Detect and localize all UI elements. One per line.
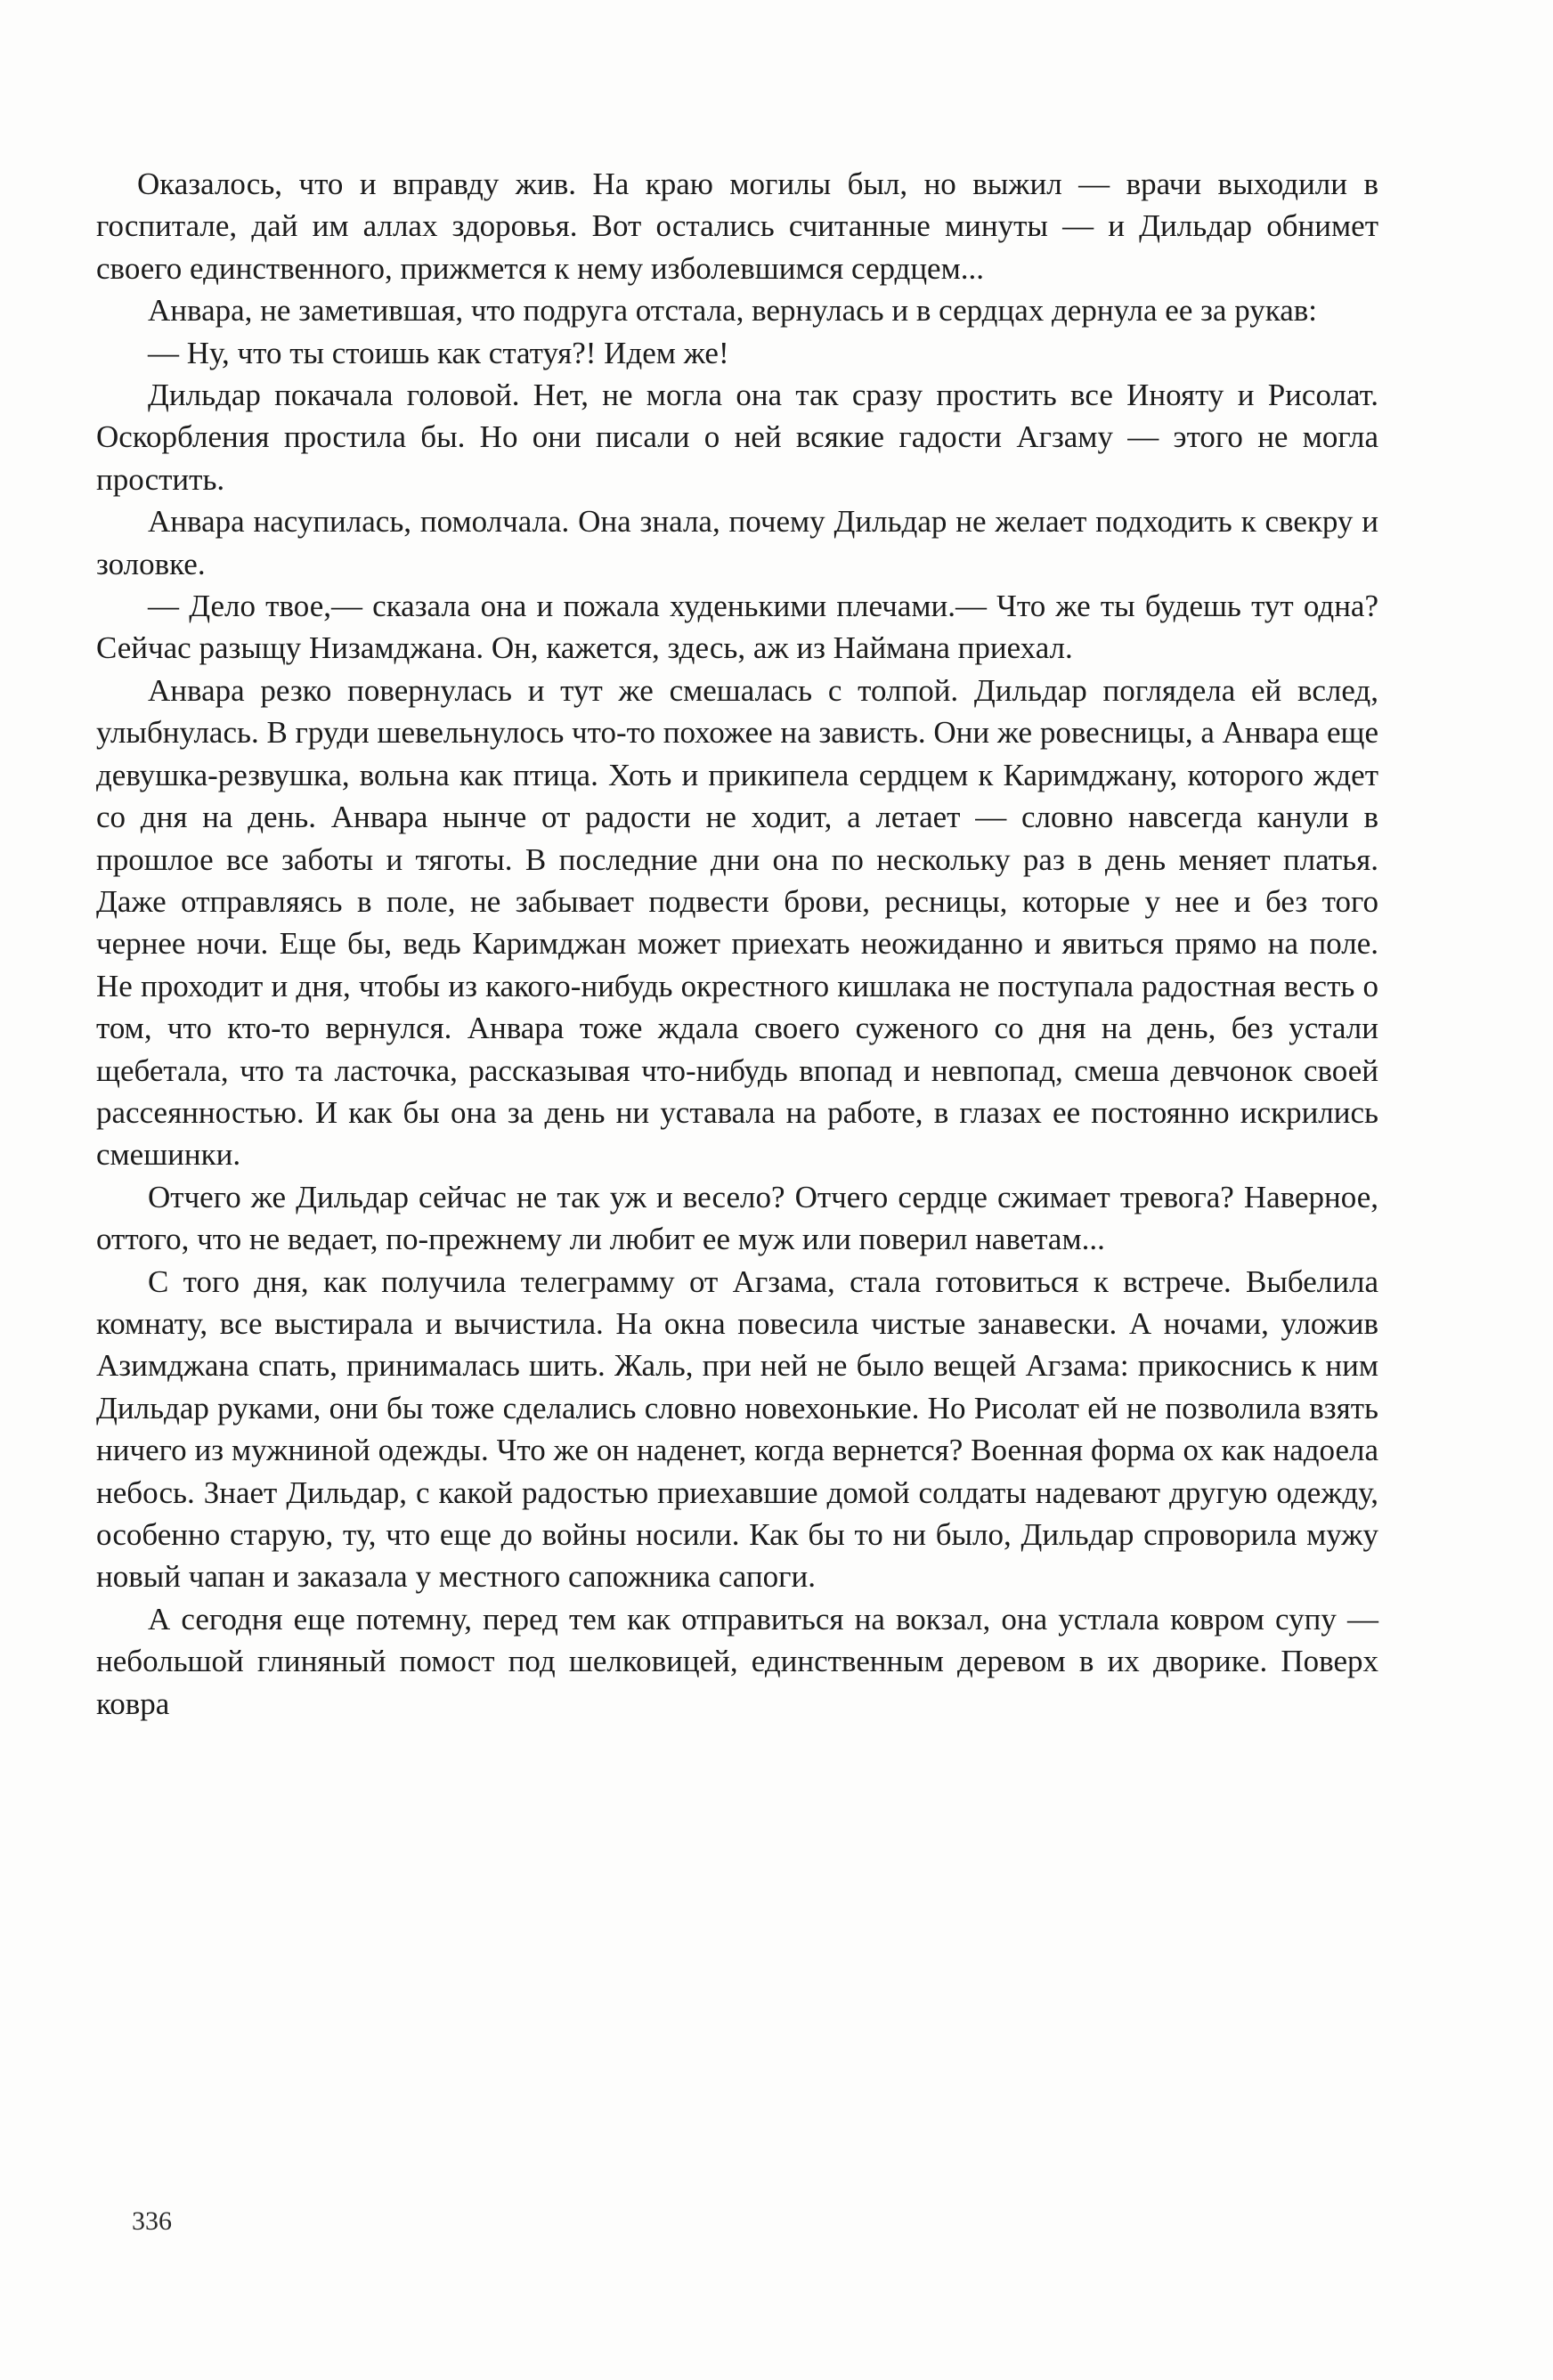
paragraph-2: Анвара, не заметившая, что подруга отстала, вернулась и в сердцах дернула ее за рукав: <box>148 293 1318 329</box>
paragraph-9: С того дня, как получила телеграмму от Агзама, стала готовиться к встрече. Выбелила комнату, все выстирала и вычистила. На окна повесила чистые занавески. А ночами, уложив Азимджана спать, принималась шить. Жаль, при ней не было вещей Агзама: прикоснись к ним Дильдар руками, они бы тоже сделались словно новехонькие. Но Рисолат ей не позволила взять ничего из мужниной одежды. Что же он наденет, когда вернется? Военная форма ох как надоела небось. Знает Дильдар, с какой радостью приехавшие домой солдаты надевают другую одежду, особенно старую, ту, что еще до войны носили. Как бы то ни было, Дильдар спроворила мужу новый чапан и заказала у местного сапожника сапоги. <box>96 1263 1378 1595</box>
paragraph-5: Анвара насупилась, помолчала. Она знала, почему Дильдар не желает подходить к свекру и золовке. <box>96 504 1378 581</box>
paragraph-4: Дильдар покачала головой. Нет, не могла она так сразу простить все Инояту и Рисолат. Оскорбления простила бы. Но они писали о ней всякие гадости Агзаму — этого не могла простить. <box>96 378 1378 497</box>
paragraph-7: Анвара резко повернулась и тут же смешалась с толпой. Дильдар поглядела ей вслед, улыбнулась. В груди шевельнулось что-то похожее на зависть. Они же ровесницы, а Анвара еще девушка-резвушка, вольна как птица. Хоть и прикипела сердцем к Каримджану, которого ждет со дня на день. Анвара нынче от радости не ходит, а летает — словно навсегда канули в прошлое все заботы и тяготы. В последние дни она по нескольку раз в день меняет платья. Даже отправляясь в поле, не забывает подвести брови, ресницы, которые у нее и без того чернее ночи. Еще бы, ведь Каримджан может приехать неожиданно и явиться прямо на поле. Не проходит и дня, чтобы из какого-нибудь окрестного кишлака не поступала радостная весть о том, что кто-то вернулся. Анвара тоже ждала своего суженого со дня на день, без устали щебетала, что та ласточка, рассказывая что-нибудь впопад и невпопад, смеша девчонок своей рассеянностью. И как бы она за день ни уставала на работе, в глазах ее постоянно искрились смешинки. <box>96 672 1379 1173</box>
paragraph-1: Оказалось, что и вправду жив. На краю могилы был, но выжил — врачи выходили в госпитале, дай им аллах здоровья. Вот остались считанные минуты — и Дильдар обнимет своего единственного, прижмется к нему изболевшимся сердцем... <box>96 167 1378 286</box>
paragraph-8: Отчего же Дильдар сейчас не так уж и весело? Отчего сердце сжимает тревога? Наверное, оттого, что не ведает, по-прежнему ли любит ее муж или поверил наветам... <box>96 1179 1378 1257</box>
paragraph-6: — Дело твое,— сказала она и пожала худенькими плечами.— Что же ты будешь тут одна? Сейчас разыщу Низамджана. Он, кажется, здесь, аж из Наймана приехал. <box>96 589 1378 666</box>
paragraph-10: А сегодня еще потемну, перед тем как отправиться на вокзал, она устлала ковром супу — небольшой глиняный помост под шелковицей, единственным деревом в их дворике. Поверх ковра <box>96 1601 1378 1721</box>
page-text <box>96 163 1378 1725</box>
page-number: 336 <box>132 2206 172 2236</box>
paragraph-3: — Ну, что ты стоишь как статуя?! Идем же! <box>148 335 729 370</box>
